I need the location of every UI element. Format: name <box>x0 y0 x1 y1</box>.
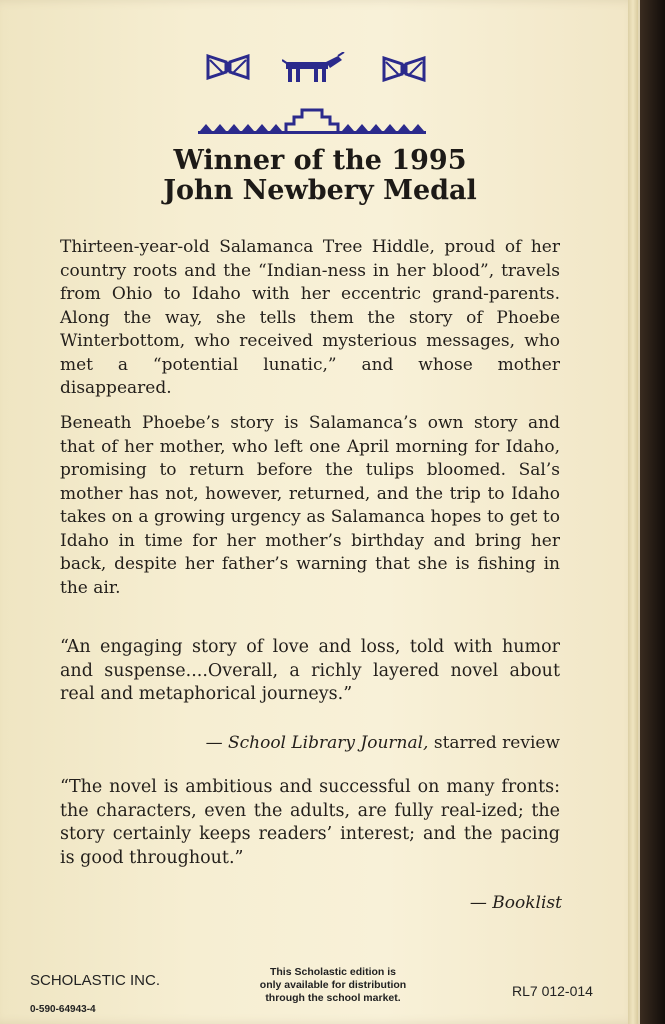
award-title <box>0 146 640 206</box>
edition-note <box>244 966 422 1005</box>
background-shadow <box>640 0 665 1024</box>
synopsis-paragraph-1: Thirteen-year-old Salamanca Tree Hiddle, proud of her country roots and the “Indian-ness in her blood”, travels from Ohio to Idaho with her eccentric grand-parents. Along the way, she tells them the story of Phoebe Winterbottom, who received mysterious messages, who met a “potential lunatic,” and whose mother disappeared. <box>60 237 560 398</box>
bow-tie-motif-icon <box>382 56 426 82</box>
synopsis-paragraph-2: Beneath Phoebe’s story is Salamanca’s own story and that of her mother, who left one April morning for Idaho, promising to return before the tulips bloomed. Sal’s mother has not, however, returned, and the trip to Idaho takes on a growing urgency as Salamanca hopes to get to Idaho in time for her mother’s birthday and bring her back, despite her father’s warning that she is fishing in the air. <box>60 413 560 598</box>
edition-note-line-3: through the school market. <box>265 992 401 1004</box>
decorative-icons-row <box>0 52 640 88</box>
animal-figure-icon <box>282 52 350 84</box>
stepped-mountain-divider-icon <box>198 108 426 136</box>
award-title-line-2: John Newbery Medal <box>163 175 477 206</box>
review-source-1 <box>190 733 560 753</box>
review-source-1-name: — School Library Journal, <box>205 733 429 753</box>
review-quote-2: “The novel is ambitious and successful on many fronts: the characters, even the adults, are fully real-ized; the story certainly keeps readers’ interest; and the pacing is good throughout.” <box>60 777 560 868</box>
award-title-line-1: Winner of the 1995 <box>173 145 467 176</box>
isbn-number: 0-590-64943-4 <box>30 1004 96 1015</box>
reading-level-code: RL7 012-014 <box>512 983 593 999</box>
review-source-2: — Booklist <box>469 893 562 913</box>
edition-note-line-1: This Scholastic edition is <box>269 966 397 978</box>
edition-note-line-2: only available for distribution <box>259 979 407 991</box>
publisher-name: SCHOLASTIC INC. <box>30 972 161 989</box>
review-source-1-suffix: starred review <box>428 733 560 753</box>
review-quote-1: “An engaging story of love and loss, told with humor and suspense....Overall, a richly layered novel about real and metaphorical journeys.” <box>60 637 560 704</box>
bow-tie-motif-icon <box>206 54 250 80</box>
